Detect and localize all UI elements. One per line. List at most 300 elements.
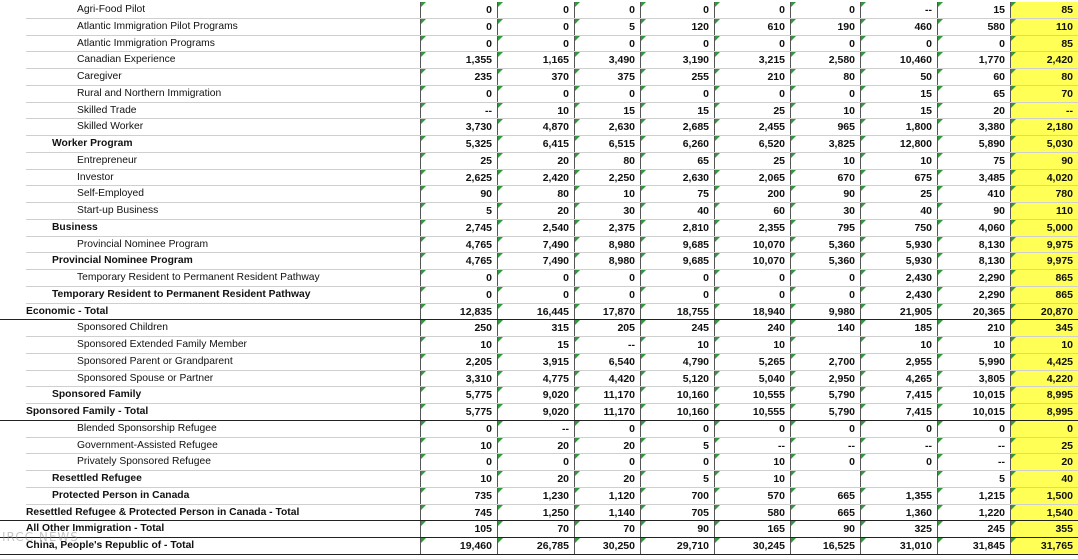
table-cell[interactable]: 4,020 <box>1010 170 1078 187</box>
table-cell[interactable]: 5 <box>640 438 714 455</box>
table-cell[interactable]: 30 <box>790 203 860 220</box>
table-cell[interactable]: 325 <box>860 521 937 538</box>
table-cell[interactable]: 865 <box>1010 287 1078 304</box>
table-cell[interactable]: 31,010 <box>860 538 937 555</box>
table-cell[interactable]: 5,120 <box>640 371 714 388</box>
table-cell[interactable]: 0 <box>714 421 790 438</box>
table-cell[interactable]: 0 <box>860 421 937 438</box>
table-cell[interactable]: 0 <box>420 19 497 36</box>
table-cell[interactable]: 0 <box>420 270 497 287</box>
table-cell[interactable]: 15 <box>497 337 574 354</box>
table-cell[interactable]: 0 <box>420 421 497 438</box>
table-cell[interactable]: 3,380 <box>937 119 1010 136</box>
table-cell[interactable]: 2,355 <box>714 220 790 237</box>
table-cell[interactable]: 8,995 <box>1010 387 1078 404</box>
table-cell[interactable]: 80 <box>1010 69 1078 86</box>
table-cell[interactable]: 31,765 <box>1010 538 1078 555</box>
table-cell[interactable]: 0 <box>574 270 640 287</box>
table-cell[interactable]: 2,375 <box>574 220 640 237</box>
table-cell[interactable]: 16,445 <box>497 304 574 321</box>
table-cell[interactable]: 10 <box>937 337 1010 354</box>
table-cell[interactable]: 9,020 <box>497 387 574 404</box>
table-cell[interactable]: 700 <box>640 488 714 505</box>
table-cell[interactable]: 16,525 <box>790 538 860 555</box>
table-cell[interactable]: 0 <box>1010 421 1078 438</box>
table-cell[interactable]: 0 <box>574 86 640 103</box>
table-cell[interactable]: 20 <box>497 471 574 488</box>
table-cell[interactable]: 1,540 <box>1010 505 1078 522</box>
table-cell[interactable]: 30,245 <box>714 538 790 555</box>
table-cell[interactable]: 460 <box>860 19 937 36</box>
table-cell[interactable]: 4,420 <box>574 371 640 388</box>
table-cell[interactable]: 4,060 <box>937 220 1010 237</box>
table-cell[interactable]: 65 <box>937 86 1010 103</box>
table-cell[interactable]: 10 <box>497 103 574 120</box>
table-cell[interactable]: 17,870 <box>574 304 640 321</box>
table-cell[interactable]: 10,070 <box>714 253 790 270</box>
spreadsheet-table <box>0 2 1078 555</box>
table-cell[interactable]: 5 <box>574 19 640 36</box>
table-cell[interactable]: 5 <box>937 471 1010 488</box>
table-cell[interactable]: 245 <box>937 521 1010 538</box>
table-cell[interactable]: 70 <box>1010 86 1078 103</box>
table-cell[interactable]: 1,355 <box>860 488 937 505</box>
table-cell[interactable]: 2,700 <box>790 354 860 371</box>
table-cell[interactable]: 795 <box>790 220 860 237</box>
table-cell[interactable]: 19,460 <box>420 538 497 555</box>
table-cell[interactable]: 21,905 <box>860 304 937 321</box>
table-cell[interactable]: 3,310 <box>420 371 497 388</box>
table-cell[interactable]: 25 <box>1010 438 1078 455</box>
table-cell[interactable]: 12,835 <box>420 304 497 321</box>
table-cell[interactable]: 2,065 <box>714 170 790 187</box>
table-cell[interactable]: 6,540 <box>574 354 640 371</box>
table-cell[interactable]: 240 <box>714 320 790 337</box>
table-cell[interactable]: 65 <box>640 153 714 170</box>
table-cell[interactable]: 5,040 <box>714 371 790 388</box>
table-cell[interactable]: 2,630 <box>640 170 714 187</box>
table-cell[interactable]: 10 <box>790 103 860 120</box>
table-cell[interactable]: 120 <box>640 19 714 36</box>
table-cell[interactable]: 0 <box>790 454 860 471</box>
table-row <box>0 387 1078 404</box>
table-cell[interactable]: 20,870 <box>1010 304 1078 321</box>
table-cell[interactable]: 10,160 <box>640 404 714 421</box>
table-cell[interactable]: 670 <box>790 170 860 187</box>
table-cell[interactable]: 11,170 <box>574 404 640 421</box>
table-cell[interactable]: 5,360 <box>790 253 860 270</box>
table-cell[interactable]: 18,755 <box>640 304 714 321</box>
table-cell[interactable]: 5,930 <box>860 237 937 254</box>
table-cell[interactable]: 0 <box>640 2 714 19</box>
table-cell[interactable]: 90 <box>790 521 860 538</box>
table-cell[interactable]: 8,130 <box>937 237 1010 254</box>
table-cell[interactable]: 0 <box>574 287 640 304</box>
table-cell[interactable]: 0 <box>714 287 790 304</box>
table-cell[interactable]: 1,770 <box>937 52 1010 69</box>
table-cell[interactable]: 0 <box>860 36 937 53</box>
table-cell[interactable]: 0 <box>497 454 574 471</box>
table-cell[interactable]: 0 <box>790 287 860 304</box>
table-cell[interactable]: 9,975 <box>1010 253 1078 270</box>
table-cell[interactable]: 10 <box>1010 337 1078 354</box>
table-cell[interactable]: 85 <box>1010 2 1078 19</box>
table-cell[interactable]: 1,250 <box>497 505 574 522</box>
table-cell[interactable]: 3,215 <box>714 52 790 69</box>
table-cell[interactable]: 210 <box>937 320 1010 337</box>
table-cell[interactable]: 0 <box>640 270 714 287</box>
table-cell[interactable]: 80 <box>497 186 574 203</box>
table-cell[interactable]: 185 <box>860 320 937 337</box>
table-cell[interactable]: 9,685 <box>640 237 714 254</box>
table-cell[interactable]: 5,930 <box>860 253 937 270</box>
table-cell[interactable]: 8,980 <box>574 253 640 270</box>
table-cell[interactable]: 370 <box>497 69 574 86</box>
table-cell[interactable]: 110 <box>1010 203 1078 220</box>
table-cell[interactable]: 30,250 <box>574 538 640 555</box>
table-cell[interactable]: 410 <box>937 186 1010 203</box>
table-cell[interactable]: 25 <box>420 153 497 170</box>
table-cell[interactable]: 745 <box>420 505 497 522</box>
table-cell[interactable]: 50 <box>860 69 937 86</box>
table-cell[interactable]: 205 <box>574 320 640 337</box>
table-cell[interactable]: 2,430 <box>860 287 937 304</box>
table-cell[interactable]: 0 <box>790 36 860 53</box>
table-cell[interactable]: 10,555 <box>714 387 790 404</box>
table-cell[interactable]: -- <box>420 103 497 120</box>
table-cell[interactable]: 665 <box>790 488 860 505</box>
table-cell[interactable]: 3,805 <box>937 371 1010 388</box>
table-cell[interactable]: 90 <box>640 521 714 538</box>
table-cell[interactable]: 1,215 <box>937 488 1010 505</box>
table-cell[interactable]: 0 <box>714 270 790 287</box>
table-cell[interactable]: 255 <box>640 69 714 86</box>
table-cell[interactable]: 10,160 <box>640 387 714 404</box>
table-cell[interactable]: 10,015 <box>937 387 1010 404</box>
table-cell[interactable]: 20,365 <box>937 304 1010 321</box>
table-cell[interactable]: 1,140 <box>574 505 640 522</box>
table-cell[interactable]: -- <box>574 337 640 354</box>
table-cell[interactable]: 25 <box>860 186 937 203</box>
table-cell[interactable]: 5,890 <box>937 136 1010 153</box>
table-cell[interactable]: 2,580 <box>790 52 860 69</box>
row-label: Business <box>52 221 98 233</box>
table-cell[interactable]: 2,685 <box>640 119 714 136</box>
table-cell[interactable]: 355 <box>1010 521 1078 538</box>
table-cell[interactable]: 20 <box>497 203 574 220</box>
table-cell[interactable]: 2,455 <box>714 119 790 136</box>
table-cell[interactable]: 0 <box>574 421 640 438</box>
table-cell[interactable]: 30 <box>574 203 640 220</box>
table-cell[interactable]: 0 <box>790 421 860 438</box>
table-cell[interactable]: 85 <box>1010 36 1078 53</box>
table-cell[interactable]: 1,220 <box>937 505 1010 522</box>
table-cell[interactable]: 235 <box>420 69 497 86</box>
table-cell[interactable]: 2,290 <box>937 270 1010 287</box>
table-cell[interactable]: 2,810 <box>640 220 714 237</box>
table-cell[interactable]: 2,205 <box>420 354 497 371</box>
table-cell[interactable]: 0 <box>640 287 714 304</box>
table-cell[interactable]: 0 <box>420 86 497 103</box>
table-cell[interactable]: 3,730 <box>420 119 497 136</box>
table-cell[interactable]: 4,265 <box>860 371 937 388</box>
table-cell[interactable]: 5 <box>640 471 714 488</box>
table-cell[interactable]: 10 <box>860 153 937 170</box>
table-cell[interactable]: -- <box>790 438 860 455</box>
table-cell[interactable]: 15 <box>574 103 640 120</box>
table-cell[interactable]: 90 <box>790 186 860 203</box>
table-cell[interactable]: 2,955 <box>860 354 937 371</box>
table-cell[interactable]: 0 <box>574 2 640 19</box>
table-cell[interactable]: 865 <box>1010 270 1078 287</box>
table-cell[interactable]: 0 <box>420 454 497 471</box>
table-cell[interactable]: 965 <box>790 119 860 136</box>
table-cell[interactable]: 750 <box>860 220 937 237</box>
table-cell[interactable]: 780 <box>1010 186 1078 203</box>
table-cell[interactable]: 90 <box>420 186 497 203</box>
table-cell[interactable]: 10 <box>714 337 790 354</box>
table-cell[interactable]: 11,170 <box>574 387 640 404</box>
table-cell[interactable]: 8,130 <box>937 253 1010 270</box>
table-cell[interactable]: 5,790 <box>790 404 860 421</box>
table-cell[interactable]: 5 <box>420 203 497 220</box>
table-cell[interactable]: 735 <box>420 488 497 505</box>
table-cell[interactable]: 0 <box>640 36 714 53</box>
table-cell[interactable]: 0 <box>937 36 1010 53</box>
table-cell[interactable]: 675 <box>860 170 937 187</box>
table-cell[interactable]: 2,625 <box>420 170 497 187</box>
table-cell[interactable]: 1,360 <box>860 505 937 522</box>
table-cell[interactable]: 10 <box>420 337 497 354</box>
table-cell[interactable]: 4,870 <box>497 119 574 136</box>
table-cell[interactable]: 20 <box>1010 454 1078 471</box>
table-cell[interactable]: 0 <box>497 36 574 53</box>
table-cell[interactable]: 0 <box>714 2 790 19</box>
table-cell[interactable]: 2,540 <box>497 220 574 237</box>
table-cell[interactable]: 6,515 <box>574 136 640 153</box>
table-cell[interactable]: 10 <box>640 337 714 354</box>
table-cell[interactable]: 1,230 <box>497 488 574 505</box>
table-cell[interactable]: 2,250 <box>574 170 640 187</box>
table-cell[interactable]: 2,630 <box>574 119 640 136</box>
table-cell[interactable]: 0 <box>420 2 497 19</box>
table-cell[interactable]: 105 <box>420 521 497 538</box>
table-cell[interactable]: 0 <box>790 86 860 103</box>
table-cell[interactable]: 70 <box>574 521 640 538</box>
table-cell[interactable]: -- <box>1010 103 1078 120</box>
table-cell[interactable]: 15 <box>640 103 714 120</box>
table-cell[interactable]: 0 <box>640 86 714 103</box>
table-cell[interactable]: 25 <box>714 103 790 120</box>
table-cell[interactable]: 10 <box>714 471 790 488</box>
table-cell[interactable]: 3,190 <box>640 52 714 69</box>
table-cell[interactable]: 0 <box>497 287 574 304</box>
table-cell[interactable]: 245 <box>640 320 714 337</box>
table-cell[interactable]: 10 <box>860 337 937 354</box>
table-cell[interactable]: 10 <box>790 153 860 170</box>
table-cell[interactable]: 7,415 <box>860 404 937 421</box>
table-cell[interactable]: 8,995 <box>1010 404 1078 421</box>
table-cell[interactable]: 0 <box>497 19 574 36</box>
row-divider <box>26 103 1078 120</box>
table-cell[interactable]: 7,415 <box>860 387 937 404</box>
table-cell[interactable]: 5,325 <box>420 136 497 153</box>
table-cell[interactable]: 0 <box>714 86 790 103</box>
table-cell[interactable]: 80 <box>790 69 860 86</box>
table-cell[interactable]: 3,825 <box>790 136 860 153</box>
table-cell[interactable]: 2,950 <box>790 371 860 388</box>
table-cell[interactable]: 2,180 <box>1010 119 1078 136</box>
table-cell[interactable]: 4,220 <box>1010 371 1078 388</box>
table-cell[interactable]: 60 <box>937 69 1010 86</box>
table-cell[interactable]: 5,775 <box>420 404 497 421</box>
table-cell[interactable]: -- <box>497 421 574 438</box>
table-cell[interactable]: 1,500 <box>1010 488 1078 505</box>
table-cell[interactable]: 0 <box>790 2 860 19</box>
table-cell[interactable]: 5,775 <box>420 387 497 404</box>
table-cell[interactable]: 5,990 <box>937 354 1010 371</box>
table-cell[interactable]: 4,790 <box>640 354 714 371</box>
table-cell[interactable]: 15 <box>860 86 937 103</box>
table-cell[interactable]: 4,765 <box>420 253 497 270</box>
table-cell[interactable]: 15 <box>937 2 1010 19</box>
table-cell[interactable]: 20 <box>574 438 640 455</box>
table-cell[interactable]: -- <box>860 438 937 455</box>
table-cell[interactable]: 9,975 <box>1010 237 1078 254</box>
table-cell[interactable]: 4,425 <box>1010 354 1078 371</box>
table-cell[interactable]: -- <box>714 438 790 455</box>
table-cell[interactable]: 2,420 <box>497 170 574 187</box>
table-cell[interactable]: -- <box>937 454 1010 471</box>
table-cell[interactable]: 210 <box>714 69 790 86</box>
table-cell[interactable]: 705 <box>640 505 714 522</box>
table-cell[interactable]: 580 <box>714 505 790 522</box>
table-cell[interactable]: 0 <box>497 86 574 103</box>
table-cell[interactable]: 4,765 <box>420 237 497 254</box>
table-cell[interactable]: 6,260 <box>640 136 714 153</box>
table-cell[interactable]: 5,360 <box>790 237 860 254</box>
table-cell[interactable]: 0 <box>420 287 497 304</box>
table-cell[interactable]: 1,165 <box>497 52 574 69</box>
table-cell[interactable]: 20 <box>497 153 574 170</box>
table-cell[interactable]: 10,070 <box>714 237 790 254</box>
table-cell[interactable]: -- <box>860 2 937 19</box>
table-cell[interactable]: 40 <box>1010 471 1078 488</box>
table-cell[interactable]: 31,845 <box>937 538 1010 555</box>
table-cell[interactable]: 5,790 <box>790 387 860 404</box>
table-cell[interactable]: 665 <box>790 505 860 522</box>
table-cell[interactable]: 165 <box>714 521 790 538</box>
table-cell[interactable]: 580 <box>937 19 1010 36</box>
table-cell[interactable]: 18,940 <box>714 304 790 321</box>
table-cell[interactable]: 9,685 <box>640 253 714 270</box>
table-cell[interactable]: 9,020 <box>497 404 574 421</box>
table-cell[interactable]: 20 <box>937 103 1010 120</box>
table-cell[interactable]: 26,785 <box>497 538 574 555</box>
table-cell[interactable]: 9,980 <box>790 304 860 321</box>
table-cell[interactable]: 610 <box>714 19 790 36</box>
table-cell[interactable]: 7,490 <box>497 237 574 254</box>
table-cell[interactable]: 2,290 <box>937 287 1010 304</box>
table-cell[interactable]: 6,415 <box>497 136 574 153</box>
table-cell[interactable]: 10 <box>574 186 640 203</box>
table-cell[interactable]: 140 <box>790 320 860 337</box>
table-cell[interactable]: 0 <box>937 421 1010 438</box>
table-cell[interactable]: 375 <box>574 69 640 86</box>
table-cell[interactable]: 20 <box>574 471 640 488</box>
table-cell[interactable]: 8,980 <box>574 237 640 254</box>
table-cell[interactable]: 0 <box>860 454 937 471</box>
table-cell[interactable]: 90 <box>1010 153 1078 170</box>
table-cell[interactable]: 10 <box>420 438 497 455</box>
table-cell[interactable]: 60 <box>714 203 790 220</box>
table-cell[interactable]: 10 <box>420 471 497 488</box>
table-cell[interactable]: 0 <box>420 36 497 53</box>
row-label: Agri-Food Pilot <box>77 4 146 15</box>
table-cell[interactable]: 3,490 <box>574 52 640 69</box>
table-cell[interactable]: 250 <box>420 320 497 337</box>
table-cell[interactable]: 2,430 <box>860 270 937 287</box>
table-cell[interactable]: 6,520 <box>714 136 790 153</box>
table-cell[interactable]: 0 <box>640 421 714 438</box>
table-cell[interactable]: 570 <box>714 488 790 505</box>
table-cell[interactable]: 90 <box>937 203 1010 220</box>
table-cell[interactable]: 0 <box>574 36 640 53</box>
table-cell[interactable]: 70 <box>497 521 574 538</box>
table-cell[interactable]: 29,710 <box>640 538 714 555</box>
table-cell[interactable]: 7,490 <box>497 253 574 270</box>
table-cell[interactable]: 345 <box>1010 320 1078 337</box>
table-cell[interactable]: 315 <box>497 320 574 337</box>
table-cell[interactable]: 2,745 <box>420 220 497 237</box>
table-cell[interactable]: 3,915 <box>497 354 574 371</box>
table-cell[interactable]: 0 <box>497 2 574 19</box>
table-cell[interactable]: 75 <box>937 153 1010 170</box>
table-cell[interactable]: 0 <box>574 454 640 471</box>
table-cell[interactable]: 10,555 <box>714 404 790 421</box>
table-cell[interactable]: 0 <box>790 270 860 287</box>
table-cell[interactable]: 10,460 <box>860 52 937 69</box>
table-cell[interactable]: 5,265 <box>714 354 790 371</box>
table-cell[interactable]: 20 <box>497 438 574 455</box>
table-cell[interactable]: 75 <box>640 186 714 203</box>
table-cell[interactable]: -- <box>937 438 1010 455</box>
table-cell[interactable]: 0 <box>497 270 574 287</box>
table-cell[interactable]: 12,800 <box>860 136 937 153</box>
table-cell[interactable]: 1,120 <box>574 488 640 505</box>
row-label: Skilled Worker <box>77 121 144 133</box>
table-cell[interactable]: 10 <box>714 454 790 471</box>
table-cell[interactable]: 200 <box>714 186 790 203</box>
table-cell[interactable]: 5,030 <box>1010 136 1078 153</box>
table-cell[interactable]: 10,015 <box>937 404 1010 421</box>
table-cell[interactable]: 4,775 <box>497 371 574 388</box>
table-cell[interactable]: 15 <box>860 103 937 120</box>
table-cell[interactable]: 110 <box>1010 19 1078 36</box>
table-cell[interactable]: 1,800 <box>860 119 937 136</box>
table-cell[interactable]: 40 <box>640 203 714 220</box>
table-cell[interactable]: 80 <box>574 153 640 170</box>
table-cell[interactable]: 25 <box>714 153 790 170</box>
table-cell[interactable]: 3,485 <box>937 170 1010 187</box>
table-cell[interactable]: 40 <box>860 203 937 220</box>
table-cell[interactable]: 190 <box>790 19 860 36</box>
table-cell[interactable]: 5,000 <box>1010 220 1078 237</box>
table-cell[interactable]: 2,420 <box>1010 52 1078 69</box>
table-cell[interactable]: 0 <box>714 36 790 53</box>
table-cell[interactable]: 1,355 <box>420 52 497 69</box>
table-cell[interactable]: 0 <box>640 454 714 471</box>
